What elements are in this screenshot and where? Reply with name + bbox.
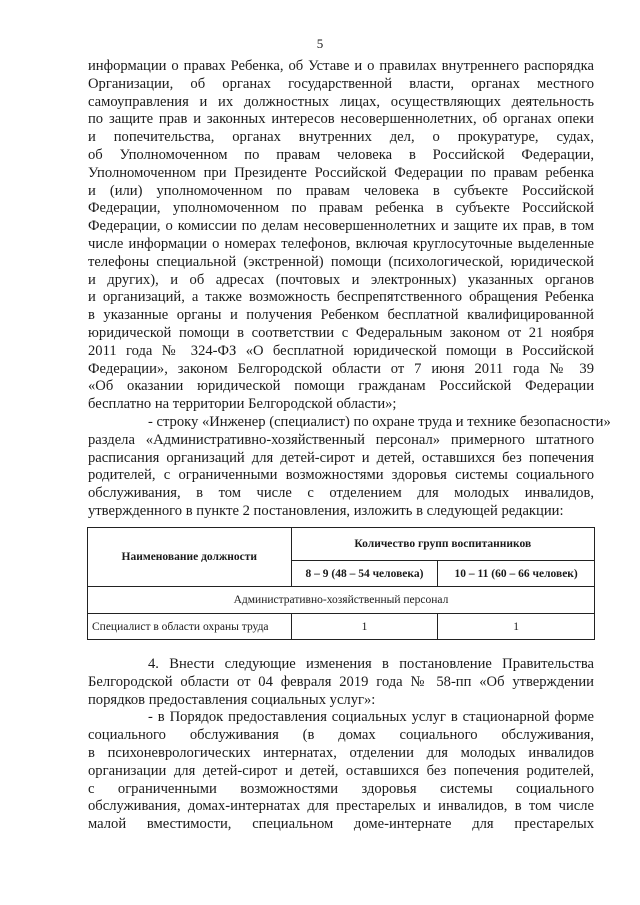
text-line: бесплатно на территории Белгородской области»;	[88, 396, 397, 413]
text-line: Федерации, о комиссии по делам несовершеннолетних и защите их прав, в том	[88, 218, 594, 235]
subheader-col1: 8 – 9 (48 – 54 человека)	[291, 561, 438, 587]
header-position: Наименование должности	[88, 528, 292, 587]
subheader-col2: 10 – 11 (60 – 66 человек)	[438, 561, 595, 587]
text-line: самоуправления и их должностных лицах, осуществляющих деятельность	[88, 93, 594, 110]
text-line: в указанные органы и получения Ребенком бесплатной квалифицированной	[88, 307, 594, 324]
text-line: в психоневрологических интернатах, отделении для молодых инвалидов	[88, 744, 594, 761]
text-line: Федерации, уполномоченном по правам ребенка в субъекте Российской	[88, 200, 594, 217]
row-position: Специалист в области охраны труда	[88, 614, 292, 640]
text-line: информации о правах Ребенка, об Уставе и о правилах внутреннего распорядка	[88, 58, 594, 74]
bottom-paragraphs	[88, 656, 594, 834]
top-paragraphs	[88, 58, 611, 521]
text-line: юридической помощи в соответствии с Федеральным законом от 21 ноября	[88, 324, 594, 341]
text-line: Уполномоченном при Президенте Российской Федерации по правам ребенка	[88, 164, 594, 181]
text-line: и (или) уполномоченном по правам человека в субъекте Российской	[88, 182, 594, 199]
text-line: - строку «Инженер (специалист) по охране труда и технике безопасности»	[148, 413, 611, 430]
text-line: порядков предоставления социальных услуг»:	[88, 691, 376, 708]
text-line: Федерации», законом Белгородской области от 7 июня 2011 года № 39	[88, 360, 594, 377]
header-groups: Количество групп воспитанников	[291, 528, 594, 561]
text-line: телефоны специальной (экстренной) помощи (психологической, юридической	[88, 253, 594, 270]
text-line: числе информации о номерах телефонов, включая круглосуточные выделенные	[88, 235, 594, 252]
staff-table	[87, 527, 595, 640]
text-line: «Об оказании юридической помощи гражданам Российской Федерации	[88, 378, 594, 395]
text-line: 2011 года № 324-ФЗ «О бесплатной юридической помощи в Российской	[88, 342, 594, 359]
text-line: расписания организаций для детей-сирот и детей, оставшихся без попечения	[88, 449, 594, 466]
row-value-col2: 1	[438, 614, 595, 640]
text-line: Белгородской области от 04 февраля 2019 года № 58-пп «Об утверждении	[88, 673, 594, 690]
text-line: 4. Внести следующие изменения в постановление Правительства	[148, 656, 594, 672]
text-line: раздела «Административно-хозяйственный персонал» примерного штатного	[88, 431, 594, 448]
text-line: и других), и об адресах (почтовых и электронных) указанных органов	[88, 271, 594, 288]
text-line: социального обслуживания (в домах социального обслуживания,	[88, 727, 594, 744]
text-line: организации для детей-сирот и детей, оставшихся без попечения родителей,	[88, 762, 594, 779]
text-line: малой вместимости, специальном доме-интернате для престарелых	[88, 816, 594, 833]
page-number: 5	[316, 36, 324, 51]
text-line: Организации, об органах государственной власти, органах местного	[88, 75, 594, 92]
text-line: об Уполномоченном по правам человека в Российской Федерации,	[88, 146, 594, 163]
text-line: родителей, с ограниченными возможностями здоровья системы социального	[88, 467, 594, 484]
section-row: Административно-хозяйственный персонал	[88, 587, 595, 614]
text-line: утвержденного в пункте 2 постановления, изложить в следующей редакции:	[88, 502, 564, 519]
text-line: и организаций, а также возможность беспрепятственного обращения Ребенка	[88, 289, 594, 306]
text-line: обслуживания, домах-интернатах для престарелых и инвалидов, в том числе	[88, 798, 594, 815]
text-line: - в Порядок предоставления социальных услуг в стационарной форме	[148, 709, 594, 726]
text-line: по защите прав и законных интересов несовершеннолетних, об органах опеки	[88, 111, 594, 128]
text-line: обслуживания, в том числе с отделением для молодых инвалидов,	[88, 485, 594, 502]
text-line: с ограниченными возможностями здоровья системы социального	[88, 780, 594, 797]
row-value-col1: 1	[291, 614, 438, 640]
text-line: и попечительства, органах внутренних дел, о прокуратуре, судах,	[88, 129, 594, 146]
